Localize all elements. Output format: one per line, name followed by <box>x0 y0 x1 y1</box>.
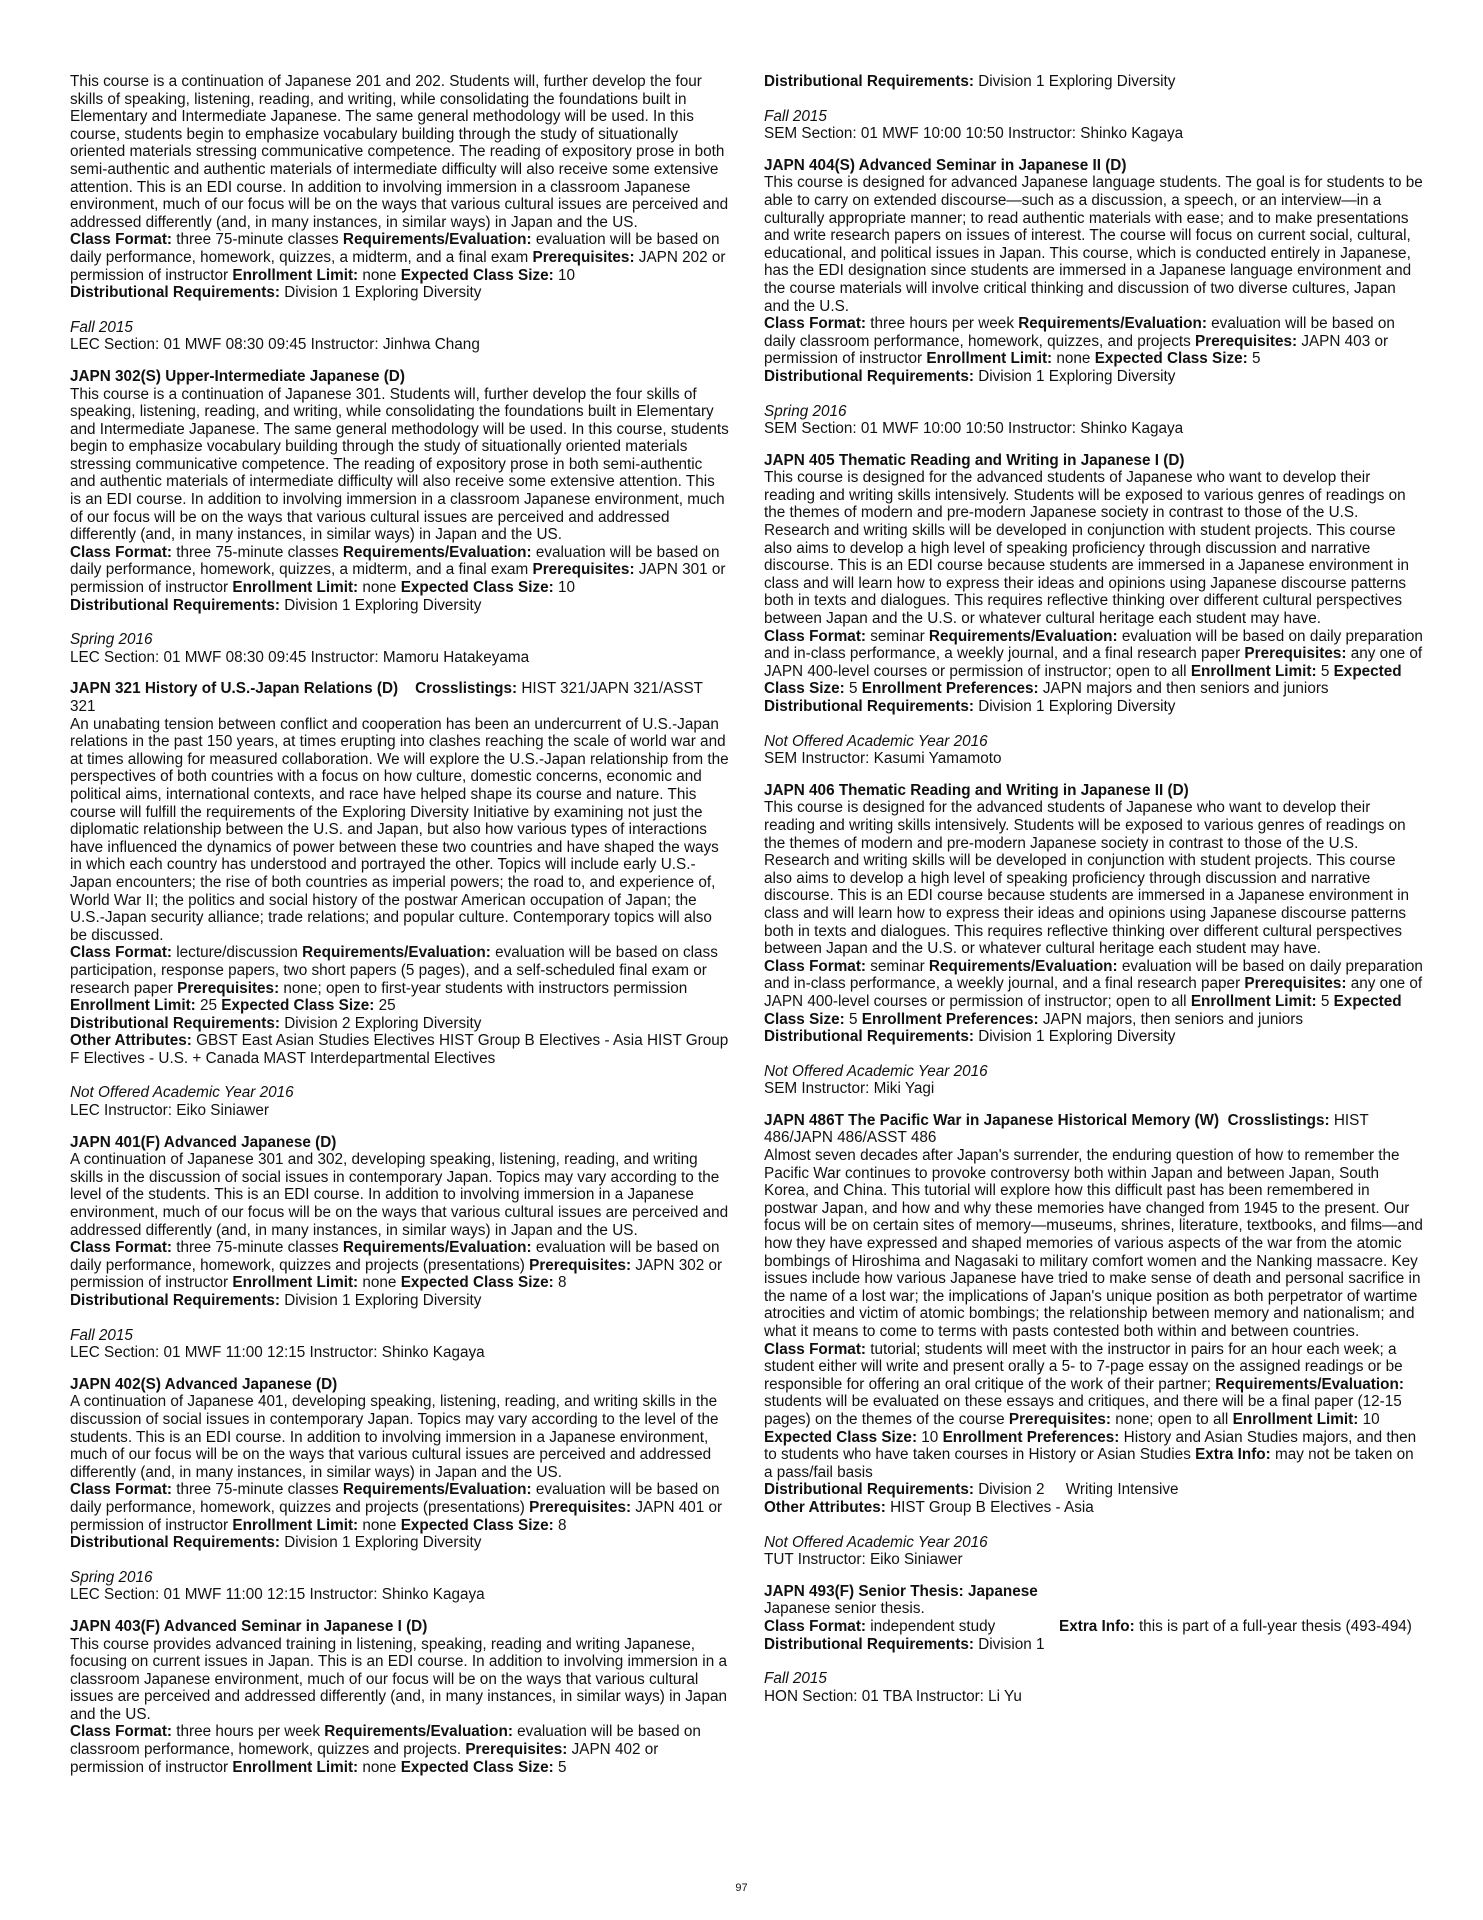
field-label: Distributional Requirements: <box>764 1028 974 1046</box>
field-value: 5 <box>1320 992 1330 1010</box>
field-value: JAPN 401 or permission of instructor <box>70 1498 723 1534</box>
field-value: Division 1 Exploring Diversity <box>978 698 1176 715</box>
section-info: SEM Instructor: Miki Yagi <box>764 1080 935 1098</box>
course-section <box>764 1063 1424 1098</box>
distributional-requirements <box>70 1534 730 1552</box>
course-title: JAPN 404(S) Advanced Seminar in Japanese II (D) <box>764 156 1127 174</box>
course-section <box>70 319 730 354</box>
course-details <box>70 1723 730 1776</box>
field-label: Extra Info: <box>1059 1617 1135 1635</box>
field-value: tutorial; students will meet with the instructor in pairs for an hour each week; a student either will write and present orally a 5- to 7-page essay on the assigned readings or be responsible for offering an oral critique of the work of their partner; <box>764 1340 1403 1393</box>
field-value: students will be evaluated on these essays and critiques, and there will be a final paper (12-15 pages) on the themes of the course <box>764 1393 1402 1428</box>
left-column <box>70 73 730 1790</box>
field-value: seminar <box>870 957 925 975</box>
field-label: Requirements/Evaluation: <box>342 231 532 249</box>
field-label: Enrollment Limit: <box>232 266 359 284</box>
field-value: History and Asian Studies majors, and then to students who have taken courses in History or Asian Studies <box>764 1428 1417 1464</box>
field-value: seminar <box>870 627 925 645</box>
field-value: none <box>362 579 397 597</box>
section-info: SEM Instructor: Kasumi Yamamoto <box>764 750 1002 768</box>
course-section <box>764 1670 1424 1705</box>
field-value: 10 <box>557 579 575 597</box>
field-value: JAPN 402 or permission of instructor <box>70 1741 659 1776</box>
field-value: three 75-minute classes <box>176 543 339 561</box>
field-label: Enrollment Limit: <box>232 579 359 597</box>
section-info: HON Section: 01 TBA Instructor: Li Yu <box>764 1687 1022 1705</box>
course-entry <box>764 1112 1424 1569</box>
field-value: JAPN majors, then seniors and juniors <box>1042 1010 1304 1028</box>
field-value: JAPN majors and then seniors and juniors <box>1042 680 1329 698</box>
field-value: 10 <box>1362 1410 1380 1428</box>
field-label: Expected Class Size: <box>764 1428 918 1446</box>
field-value: evaluation will be based on daily preparation and in-class performance, a weekly journal, and a final research paper <box>764 957 1423 993</box>
course-entry <box>764 1583 1424 1706</box>
course-section <box>764 1534 1424 1569</box>
distributional-requirements <box>764 1636 1424 1654</box>
field-label: Requirements/Evaluation: <box>928 627 1118 645</box>
other-attributes <box>70 1032 730 1067</box>
field-label: Requirements/Evaluation: <box>324 1723 513 1741</box>
course-details <box>764 958 1424 1028</box>
field-label: Expected Class Size: <box>221 997 375 1015</box>
term: Spring 2016 <box>764 402 847 420</box>
course-description: This course is designed for the advanced students of Japanese who want to develop their reading and writing skills intensively. Students will be exposed to various genres of readings on the themes of modern and pre-modern Japanese society in contrast to those of the U.S. Research and writing skills will be developed in conjunction with student projects. This course also aims to develop a high level of speaking proficiency through discussion and narrative discourse. This is an EDI course because students are immersed in a Japanese environment in class and will learn how to express their ideas and opinions using Japanese discourse patterns both in texts and dialogues. This requires reflective thinking over different cultural perspectives between Japan and the U.S. or whatever cultural heritage each student may have. <box>764 469 1410 628</box>
field-label: Expected Class Size: <box>400 1758 554 1776</box>
course-description: This course is a continuation of Japanese 201 and 202. Students will, further develop the four skills of speaking, listening, reading, and writing, while consolidating the foundations built in Elementary and Intermediate Japanese. The same general methodology will be used. In this course, students begin to emphasize vocabulary building through the study of situationally oriented materials stressing communicative competence. The reading of expository prose in both semi-authentic and authentic materials of intermediate difficulty will also receive some extensive attention. This is an EDI course. In addition to involving immersion in a classroom Japanese environment, much of our focus will be on the ways that various cultural issues are perceived and addressed differently (and, in many instances, in similar ways) in Japan and the US. <box>70 73 729 231</box>
course-title: JAPN 401(F) Advanced Japanese (D) <box>70 1133 337 1151</box>
course-section <box>70 1327 730 1362</box>
field-value: 5 <box>1320 662 1330 680</box>
field-value: none <box>362 1516 397 1534</box>
crosslistings-value: HIST 321/JAPN 321/ASST 321 <box>70 680 703 715</box>
course-entry <box>764 452 1424 768</box>
field-label: Enrollment Limit: <box>1232 1410 1359 1428</box>
crosslistings-value: HIST 486/JAPN 486/ASST 486 <box>764 1111 1369 1147</box>
field-value: JAPN 202 or permission of instructor <box>70 248 726 284</box>
course-entry <box>70 1618 730 1776</box>
section-info: SEM Section: 01 MWF 10:00 10:50 Instructor: Shinko Kagaya <box>764 125 1184 143</box>
course-description: This course provides advanced training in listening, speaking, reading and writing Japanese, focusing on current issues in Japan. This is an EDI course. In addition to involving immersion in a classroom Japanese environment, much of our focus will be on the ways that various cultural issues are perceived and addressed differently (and, in many instances, in similar ways) in Japan and the US. <box>70 1635 727 1723</box>
field-label: Other Attributes: <box>764 1498 886 1516</box>
term: Fall 2015 <box>70 1326 133 1344</box>
field-label: Requirements/Evaluation: <box>1215 1375 1404 1393</box>
distributional-requirements <box>764 73 1424 91</box>
field-label: Class Format: <box>764 627 867 645</box>
right-column <box>764 73 1424 1719</box>
field-value: evaluation will be based on classroom performance, homework, quizzes and projects. <box>70 1723 701 1759</box>
field-label: Enrollment Limit: <box>1190 662 1317 680</box>
field-label: Other Attributes: <box>70 1032 192 1050</box>
course-details <box>764 315 1424 368</box>
field-label: Class Format: <box>764 957 867 975</box>
field-value: 25 <box>378 997 396 1015</box>
course-title: JAPN 403(F) Advanced Seminar in Japanese I (D) <box>70 1617 428 1635</box>
field-value: Division 1 Exploring Diversity <box>284 1292 482 1309</box>
field-label: Distributional Requirements: <box>70 1534 280 1552</box>
course-title-text: JAPN 321 History of U.S.-Japan Relations (D) <box>70 680 399 698</box>
term: Spring 2016 <box>70 631 153 649</box>
field-label: Prerequisites: <box>529 1256 632 1274</box>
field-value: evaluation will be based on daily preparation and in-class performance, a weekly journal, and a final research paper <box>764 627 1423 663</box>
field-label: Expected Class Size: <box>400 1274 554 1292</box>
course-title: JAPN 402(S) Advanced Japanese (D) <box>70 1375 338 1393</box>
field-label: Class Format: <box>70 231 173 249</box>
section-info: LEC Instructor: Eiko Siniawer <box>70 1102 269 1120</box>
field-label: Enrollment Limit: <box>926 350 1053 368</box>
field-value: 5 <box>1251 350 1261 368</box>
field-label: Class Format: <box>764 1340 867 1358</box>
field-label: Prerequisites: <box>177 979 280 997</box>
field-label: Expected Class Size: <box>764 992 1402 1028</box>
field-value: 5 <box>557 1758 567 1776</box>
crosslistings-label: Crosslistings: <box>415 680 518 698</box>
section-info: SEM Section: 01 MWF 10:00 10:50 Instructor: Shinko Kagaya <box>764 420 1184 438</box>
distributional-requirements <box>70 1015 730 1033</box>
term: Fall 2015 <box>764 1670 827 1688</box>
field-label: Enrollment Preferences: <box>861 680 1039 698</box>
field-value: independent study <box>870 1617 996 1635</box>
field-value: Division 1 Exploring Diversity <box>284 1534 482 1552</box>
course-description: A continuation of Japanese 301 and 302, developing speaking, listening, reading, and writing skills in the discussion of social issues in contemporary Japan. Topics may vary according to the level of the students. This is an EDI course. In addition to involving immersion in a Japanese environment, much of our focus will be on the ways that various cultural issues are perceived and addressed differently (and, in many instances, in similar ways) in Japan and the US. <box>70 1151 729 1239</box>
field-value: 5 <box>849 680 858 698</box>
field-label: Requirements/Evaluation: <box>342 1481 532 1499</box>
field-label: Distributional Requirements: <box>70 1292 280 1309</box>
course-description: A continuation of Japanese 401, developing speaking, listening, reading, and writing skills in the discussion of social issues in contemporary Japan. Topics may vary according to the level of the students. This is an EDI course. In addition to involving immersion in a Japanese environment, much of our focus will be on the ways that various cultural issues are perceived and addressed differently (and, in many instances, in similar ways) in Japan and the US. <box>70 1393 719 1481</box>
field-label: Requirements/Evaluation: <box>928 957 1118 975</box>
field-value: three 75-minute classes <box>176 1239 339 1257</box>
field-label: Class Format: <box>764 1617 867 1635</box>
field-label: Enrollment Preferences: <box>942 1428 1120 1446</box>
term: Not Offered Academic Year 2016 <box>764 1533 988 1551</box>
section-info: LEC Section: 01 MWF 11:00 12:15 Instructor: Shinko Kagaya <box>70 1344 485 1362</box>
field-value: 5 <box>849 1010 858 1028</box>
section-info: LEC Section: 01 MWF 08:30 09:45 Instructor: Mamoru Hatakeyama <box>70 648 530 666</box>
page-number: 97 <box>735 1882 748 1894</box>
field-value: JAPN 302 or permission of instructor <box>70 1256 723 1292</box>
course-title <box>70 680 730 715</box>
field-label: Distributional Requirements: <box>70 596 280 614</box>
course-entry <box>764 157 1424 438</box>
field-value: none <box>362 266 397 284</box>
course-section <box>764 403 1424 438</box>
field-label: Prerequisites: <box>532 248 635 266</box>
field-value: Division 1 Exploring Diversity <box>284 596 482 614</box>
course-description: An unabating tension between conflict and cooperation has been an undercurrent of U.S.-Japan relations in the past 150 years, at times erupting into clashes reaching the scale of world war and at times allowing for measured collaboration. We will explore the U.S.-Japan relationship from the perspectives of both countries with a focus on how culture, domestic concerns, economic and political aims, international contexts, and race have helped shape its course and nature. This course will fulfill the requirements of the Exploring Diversity Initiative by examining not just the diplomatic relationship between the U.S. and Japan, but also how various types of interactions have influenced the dynamics of power between these two countries and have shaped the ways in which each country has understood and portrayed the other. Topics will include early U.S.-Japan encounters; the rise of both countries as imperial powers; the road to, and experience of, World War II; the politics and social history of the postwar American occupation of Japan; the U.S.-Japan security alliance; trade relations; and popular culture. Contemporary topics will also be discussed. <box>70 715 729 944</box>
field-value: Division 2 Writing Intensive <box>978 1481 1179 1499</box>
course-section <box>764 108 1424 143</box>
field-label: Enrollment Limit: <box>232 1516 359 1534</box>
course-entry <box>764 782 1424 1098</box>
course-entry <box>764 73 1424 143</box>
field-value: none <box>362 1274 397 1292</box>
field-label: Expected Class Size: <box>400 579 554 597</box>
term: Fall 2015 <box>764 107 827 125</box>
field-label: Prerequisites: <box>1008 1410 1111 1428</box>
field-value: evaluation will be based on daily performance, homework, quizzes and projects (presentations) <box>70 1481 720 1516</box>
field-label: Distributional Requirements: <box>764 73 974 90</box>
course-section <box>70 1084 730 1119</box>
course-title-text: JAPN 486T The Pacific War in Japanese Historical Memory (W) <box>764 1111 1220 1129</box>
field-value: Division 1 Exploring Diversity <box>978 73 1176 90</box>
field-value: evaluation will be based on class participation, response papers, two short papers (5 pages), and a self-scheduled final exam or research paper <box>70 944 718 997</box>
field-label: Prerequisites: <box>1195 332 1298 350</box>
field-label: Expected Class Size: <box>400 1516 554 1534</box>
field-label: Class Format: <box>70 1723 173 1741</box>
field-label: Expected Class Size: <box>400 266 554 284</box>
field-value: this is part of a full-year thesis (493-494) <box>1138 1617 1412 1635</box>
term: Not Offered Academic Year 2016 <box>764 732 988 750</box>
course-details <box>70 231 730 284</box>
field-label: Requirements/Evaluation: <box>342 543 532 561</box>
distributional-requirements <box>764 698 1424 716</box>
course-entry <box>70 73 730 354</box>
field-value: any one of JAPN 400-level courses or permission of instructor; open to all <box>764 645 1423 680</box>
field-value: Division 1 Exploring Diversity <box>978 1028 1176 1046</box>
course-title: JAPN 405 Thematic Reading and Writing in Japanese I (D) <box>764 451 1185 469</box>
field-value: evaluation will be based on daily classroom performance, homework, quizzes, and projects <box>764 315 1395 350</box>
distributional-requirements <box>764 368 1424 386</box>
field-label: Requirements/Evaluation: <box>1018 315 1207 333</box>
field-value: HIST Group B Electives - Asia <box>890 1498 1094 1516</box>
course-title: JAPN 493(F) Senior Thesis: Japanese <box>764 1582 1038 1600</box>
field-value: may not be taken on a pass/fail basis <box>764 1446 1414 1481</box>
course-section <box>70 1569 730 1604</box>
field-label: Enrollment Limit: <box>232 1274 359 1292</box>
field-value: Division 1 Exploring Diversity <box>284 284 482 302</box>
field-value: GBST East Asian Studies Electives HIST Group B Electives - Asia HIST Group F Electives - U.S. + Canada MAST Interdepartmental Electives <box>70 1032 729 1067</box>
field-label: Class Format: <box>764 315 867 333</box>
course-details <box>70 1481 730 1534</box>
field-label: Class Format: <box>70 1481 173 1499</box>
field-label: Requirements/Evaluation: <box>302 944 491 962</box>
field-value: 25 <box>200 997 218 1015</box>
term: Not Offered Academic Year 2016 <box>70 1084 294 1102</box>
field-value: evaluation will be based on daily performance, homework, quizzes and projects (presentations) <box>70 1239 720 1274</box>
distributional-requirements <box>764 1481 1424 1499</box>
field-label: Prerequisites: <box>529 1498 632 1516</box>
field-label: Prerequisites: <box>1244 645 1347 663</box>
course-description: This course is designed for advanced Japanese language students. The goal is for students to be able to carry on extended discourse—such as a discussion, a speech, or an interview—in a culturally appropriate manner; to read authentic materials with ease; and to make presentations and write research papers on issues of interest. The course will focus on current social, cultural, educational, and political issues in Japan. This course, which is conducted entirely in Japanese, has the EDI designation since students are immersed in a Japanese language environment and the course materials will involve critical thinking and discussion of two diverse cultures, Japan and the U.S. <box>764 174 1423 315</box>
distributional-requirements <box>70 597 730 615</box>
term: Fall 2015 <box>70 318 133 336</box>
section-info: TUT Instructor: Eiko Siniawer <box>764 1551 963 1569</box>
field-value: 8 <box>557 1274 567 1292</box>
term: Not Offered Academic Year 2016 <box>764 1062 988 1080</box>
term: Spring 2016 <box>70 1568 153 1586</box>
field-value: three hours per week <box>176 1723 320 1741</box>
course-title <box>764 1112 1424 1147</box>
course-entry <box>70 1134 730 1362</box>
field-value: Division 1 Exploring Diversity <box>978 367 1176 385</box>
field-value: 10 <box>557 266 575 284</box>
course-title: JAPN 302(S) Upper-Intermediate Japanese (D) <box>70 367 405 385</box>
field-value: three hours per week <box>870 315 1014 333</box>
field-label: Distributional Requirements: <box>764 1481 974 1499</box>
field-label: Class Format: <box>70 543 173 561</box>
field-value: Division 1 <box>978 1635 1045 1653</box>
course-section <box>70 631 730 666</box>
field-value: any one of JAPN 400-level courses or permission of instructor; open to all <box>764 975 1423 1010</box>
field-value: none <box>362 1758 397 1776</box>
course-description: This course is designed for the advanced students of Japanese who want to develop their reading and writing skills intensively. Students will be exposed to various genres of readings on the themes of modern and pre-modern Japanese society in contrast to those of the U.S. Research and writing skills will be developed in conjunction with student projects. This course also aims to develop a high level of speaking proficiency through discussion and narrative discourse. This is an EDI course because students are immersed in a Japanese environment in class and will learn how to express their ideas and opinions using Japanese discourse patterns both in texts and dialogues. This requires reflective thinking over different cultural perspectives between Japan and the U.S. or whatever cultural heritage each student may have. <box>764 799 1410 958</box>
field-label: Prerequisites: <box>465 1741 568 1759</box>
field-label: Class Format: <box>70 1239 173 1257</box>
field-label: Expected Class Size: <box>764 662 1402 698</box>
course-entry <box>70 680 730 1119</box>
field-label: Enrollment Limit: <box>70 997 196 1015</box>
field-label: Distributional Requirements: <box>70 1014 280 1032</box>
other-attributes <box>764 1499 1424 1517</box>
field-label: Prerequisites: <box>532 561 635 579</box>
field-label: Enrollment Limit: <box>232 1758 359 1776</box>
field-label: Extra Info: <box>1195 1446 1271 1464</box>
distributional-requirements <box>70 284 730 302</box>
course-details <box>70 544 730 597</box>
field-value: JAPN 301 or permission of instructor <box>70 561 726 597</box>
section-info: LEC Section: 01 MWF 08:30 09:45 Instructor: Jinhwa Chang <box>70 336 480 354</box>
field-label: Distributional Requirements: <box>764 698 974 715</box>
field-value: three 75-minute classes <box>176 231 339 249</box>
course-details <box>764 1341 1424 1482</box>
distributional-requirements <box>764 1028 1424 1046</box>
field-label: Distributional Requirements: <box>70 284 280 302</box>
course-details <box>70 944 730 1014</box>
course-title: JAPN 406 Thematic Reading and Writing in Japanese II (D) <box>764 781 1189 799</box>
course-description: Japanese senior thesis. <box>764 1600 925 1618</box>
course-section <box>764 733 1424 768</box>
course-details <box>70 1239 730 1292</box>
crosslistings-label: Crosslistings: <box>1227 1111 1330 1129</box>
distributional-requirements <box>70 1292 730 1310</box>
section-info: LEC Section: 01 MWF 11:00 12:15 Instructor: Shinko Kagaya <box>70 1586 485 1604</box>
field-label: Requirements/Evaluation: <box>342 1239 532 1257</box>
field-label: Distributional Requirements: <box>764 1635 974 1653</box>
course-description: Almost seven decades after Japan's surrender, the enduring question of how to remember the Pacific War continues to provoke controversy both within Japan and between Japan, South Korea, and China. This tutorial will explore how this difficult past has been remembered in postwar Japan, and how and why these memories have changed from 1945 to the present. Our focus will be on certain sites of memory—museums, shrines, literature, textbooks, and films—and how they have expressed and shaped memories of various aspects of the war from the atomic bombings of Hiroshima and Nagasaki to military comfort women and the Nanking massacre. Key issues include how various Japanese have tried to make sense of death and personal sacrifice in the name of a lost war; the implications of Japan's unique position as both perpetrator of wartime atrocities and victim of atomic bombings; the relationship between memory and nationalism; and what it means to come to terms with pasts contested both within and between countries. <box>764 1147 1423 1340</box>
field-value: JAPN 403 or permission of instructor <box>764 332 1389 368</box>
field-label: Expected Class Size: <box>1094 350 1248 368</box>
field-label: Enrollment Limit: <box>1190 992 1317 1010</box>
field-label: Distributional Requirements: <box>764 367 974 385</box>
field-value: none; open to all <box>1115 1410 1229 1428</box>
course-details <box>764 1618 1424 1636</box>
course-details <box>764 628 1424 698</box>
field-value: Division 2 Exploring Diversity <box>284 1014 482 1032</box>
field-value: evaluation will be based on daily performance, homework, quizzes, a midterm, and a final exam <box>70 543 720 579</box>
field-value: 10 <box>921 1428 939 1446</box>
course-entry <box>70 1376 730 1604</box>
field-value: evaluation will be based on daily performance, homework, quizzes, a midterm, and a final exam <box>70 231 720 266</box>
field-label: Enrollment Preferences: <box>861 1010 1039 1028</box>
field-label: Class Format: <box>70 944 173 962</box>
course-entry <box>70 368 730 667</box>
field-value: none; open to first-year students with instructors permission <box>283 979 688 997</box>
field-value: three 75-minute classes <box>176 1481 339 1499</box>
field-value: none <box>1056 350 1091 368</box>
field-label: Prerequisites: <box>1244 975 1347 993</box>
field-value: 8 <box>557 1516 567 1534</box>
course-description: This course is a continuation of Japanese 301. Students will, further develop the four skills of speaking, listening, reading, and writing, while consolidating the foundations built in Elementary and Intermediate Japanese. The same general methodology will be used. In this course, students begin to emphasize vocabulary building through the study of situationally oriented materials stressing communicative competence. The reading of expository prose in both semi-authentic and authentic materials of intermediate difficulty will also receive some extensive attention. This is an EDI course. In addition to involving immersion in a classroom Japanese environment, much of our focus will be on the ways that various cultural issues are perceived and addressed differently (and, in many instances, in similar ways) in Japan and the US. <box>70 385 729 544</box>
field-value: lecture/discussion <box>176 944 298 962</box>
